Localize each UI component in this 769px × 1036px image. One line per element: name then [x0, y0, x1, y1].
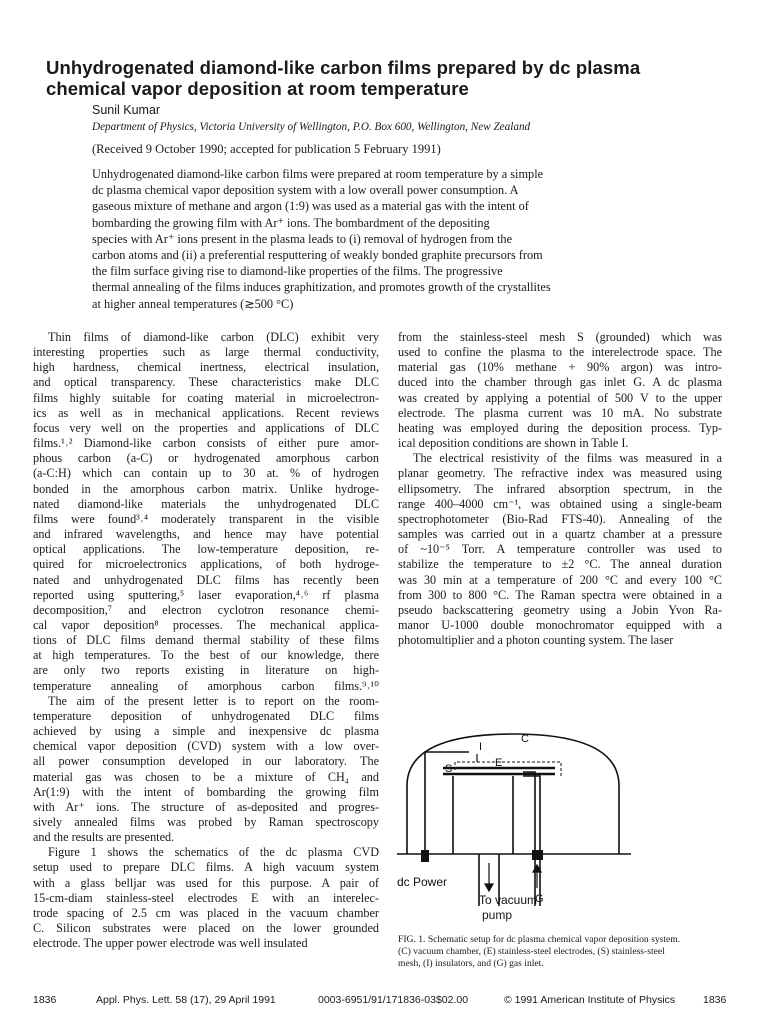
body-line: Ar(1:9) with the intent of bombarding the growing film: [33, 784, 379, 799]
paper-title: [46, 57, 746, 99]
body-line: and optical transparency. These characteristics make DLC: [33, 375, 379, 390]
body-line: chemical vapor deposition (CVD) system with a low over-: [33, 739, 379, 754]
abstract-line: carbon atoms and (ii) a preferential resputtering of weakly bonded graphite precursors from: [92, 248, 543, 263]
body-line: all power consumption developed in our laboratory. The: [33, 754, 379, 769]
body-line: optical applications. The low-temperature deposition, re-: [33, 542, 379, 557]
body-line: interesting properties such as large thermal conductivity,: [33, 345, 379, 360]
footer-journal: Appl. Phys. Lett. 58 (17), 29 April 1991: [96, 994, 276, 1006]
body-column-left: [33, 330, 379, 951]
body-line: ics as well as in mechanical applications. Recent reviews: [33, 405, 379, 420]
body-line: Figure 1 shows the schematics of the dc plasma CVD: [48, 845, 379, 860]
footer-copyright: © 1991 American Institute of Physics: [504, 994, 676, 1006]
stainless-mesh: [455, 762, 561, 778]
body-line: temperature deposition of unhydrogenated DLC films: [33, 708, 379, 723]
body-line: focus very well on the properties and applications of DLC: [33, 420, 379, 435]
abstract-line: Unhydrogenated diamond-like carbon films were prepared at room temperature by a simple: [92, 167, 544, 181]
label-mesh: S: [445, 763, 453, 775]
abstract-line: thermal annealing of the films induces graphitization, and promotes growth of the crystallites: [92, 280, 551, 295]
body-line: with a glass belljar was used for this purpose. A pair of: [33, 875, 379, 890]
body-line: setup used to prepare DLC films. A high vacuum system: [33, 860, 379, 875]
body-line: with Ar⁺ ions. The structure of as-deposited and progres-: [33, 799, 379, 814]
body-line: ical deposition conditions are shown in Table I.: [398, 436, 629, 451]
body-line: The aim of the present letter is to report on the room-: [48, 693, 379, 708]
body-line: pseudo backscattering geometry using a Jobin Yvon Ra-: [398, 602, 722, 617]
body-line: tions of DLC films demand thermal stability of these films: [33, 633, 379, 648]
caption-line: mesh, (I) insulators, and (G) gas inlet.: [398, 958, 544, 969]
caption-line: FIG. 1. Schematic setup for dc plasma chemical vapor deposition system.: [398, 934, 681, 945]
body-line: material gas (10% methane + 90% argon) was intro-: [398, 360, 722, 375]
body-line: samples was carried out in a quartz chamber at a pressure: [398, 527, 722, 542]
caption-line: (C) vacuum chamber, (E) stainless-steel electrodes, (S) stainless-steel: [398, 946, 665, 957]
body-line: decomposition,⁷ and electron cyclotron resonance chemi-: [33, 602, 379, 617]
body-line: spectrophotometer (Bio-Rad FTS-40). Annealing of the: [398, 511, 722, 526]
title-line-2: chemical vapor deposition at room temperature: [46, 78, 469, 99]
abstract-line: gaseous mixture of methane and argon (1:9) was used as a material gas with the intent of: [92, 199, 529, 214]
abstract: [92, 166, 674, 312]
footer-code: 0003-6951/91/171836-03$02.00: [318, 994, 469, 1006]
footer-page-right: 1836: [703, 994, 727, 1006]
label-chamber: C: [521, 733, 529, 745]
footer-page-left: 1836: [33, 994, 57, 1006]
body-line: electrode. The upper power electrode was well insulated: [33, 936, 308, 951]
title-line-1: Unhydrogenated diamond-like carbon films prepared by dc plasma: [46, 57, 641, 78]
body-line: bonded in the amorphous carbon matrix. Unlike hydroge-: [33, 481, 379, 496]
label-electrode: E: [495, 757, 503, 769]
abstract-line: dc plasma chemical vapor deposition system with a low overall power consumption. A: [92, 183, 519, 198]
body-line: films.¹˒² Diamond-like carbon consists of either pure amor-: [33, 436, 379, 451]
body-line: Thin films of diamond-like carbon (DLC) exhibit very: [48, 330, 379, 344]
cvd-schematic-figure: [395, 728, 725, 908]
body-line: phous carbon (a-C) or hydrogenated amorphous carbon: [33, 451, 379, 466]
label-vacuum-pump: pump: [482, 908, 513, 922]
body-line: duced into the chamber through gas inlet G. A dc plasma: [398, 375, 722, 390]
body-line: photomultiplier and a photon counting system. The laser: [398, 633, 674, 648]
abstract-line: bombarding the growing film with Ar⁺ ions. The bombardment of the depositing: [92, 215, 490, 230]
body-line: are only two reports existing in literature on high-: [33, 663, 379, 678]
body-line: reported using sputtering,⁵ laser evaporation,⁴˒⁶ rf plasma: [33, 587, 379, 602]
body-line: from 300 to 800 °C. The Raman spectra were obtained in a: [398, 587, 722, 602]
body-line: sively annealed films was probed by Raman spectroscopy: [33, 815, 379, 829]
label-gas-inlet: G: [535, 893, 544, 905]
body-line: material gas was chosen to be a mixture of CH₄ and: [33, 769, 379, 784]
author-name: Sunil Kumar: [92, 103, 161, 117]
body-line: nated and unhydrogenated DLC films has recently been: [33, 572, 379, 587]
body-column-right: [398, 330, 722, 648]
abstract-line: species with Ar⁺ ions present in the plasma leads to (i) removal of hydrogen from the: [92, 231, 513, 246]
abstract-line: the film surface giving rise to diamond-like properties of the films. The progressive: [92, 264, 503, 279]
body-line: (a-C:H) which can contain up to 30 at. % of hydrogen: [33, 466, 379, 481]
body-line: films were found³˒⁴ moderately transparent in the visible: [33, 511, 379, 526]
body-line: quired for microelectronics applications, of both hydroge-: [33, 557, 379, 572]
received-dates: (Received 9 October 1990; accepted for publication 5 February 1991): [92, 142, 441, 156]
body-line: and infrared wavelengths, and hence may have potential: [33, 527, 379, 542]
figure-caption: [398, 934, 724, 970]
gas-inlet-pipe: [523, 772, 535, 906]
body-line: high hardness, chemical inertness, electrical insulation,: [33, 360, 379, 375]
body-line: C. Silicon substrates were placed on the lower grounded: [33, 921, 379, 936]
body-line: ellipsometry. The infrared absorption spectrum, in the: [398, 481, 722, 496]
body-line: nated diamond-like materials the unhydrogenated DLC: [33, 496, 379, 511]
body-line: cal vapor deposition⁸ processes. The mechanical applica-: [33, 617, 379, 632]
body-line: from the stainless-steel mesh S (grounded) which was: [398, 330, 722, 344]
power-feedthrough: [421, 850, 429, 862]
body-line: range 400–4000 cm⁻¹, was obtained using a single-beam: [398, 496, 722, 511]
body-line: trode spacing of 2.5 cm was placed in the vacuum chamber: [33, 905, 379, 920]
body-line: achieved by using a simple and inexpensive dc plasma: [33, 724, 379, 739]
abstract-line: at higher anneal temperatures (≳500 °C): [92, 296, 294, 311]
label-to-vacuum: To vacuum: [479, 893, 538, 907]
body-line: electrode. The plasma current was 10 mA. No substrate: [398, 405, 722, 420]
author-affiliation: Department of Physics, Victoria University of Wellington, P.O. Box 600, Wellington, New Zealand: [92, 121, 531, 133]
body-line: stabilize the temperature to ±2 °C. The anneal duration: [398, 557, 722, 572]
body-line: planar geometry. The refractive index was measured using: [398, 466, 722, 481]
body-line: and the results are presented.: [33, 830, 175, 845]
body-line: of ~10⁻⁵ Torr. A temperature controller was used to: [398, 542, 722, 557]
gas-feedthrough: [532, 850, 543, 860]
body-line: The electrical resistivity of the films was measured in a: [413, 451, 722, 466]
body-line: heating was employed during the deposition process. Typ-: [398, 420, 722, 435]
body-line: manor U-1000 double monochromator equipped with a: [398, 617, 722, 632]
body-line: at high temperatures. To the best of our knowledge, there: [33, 648, 379, 663]
body-line: used to confine the plasma to the interelectrode space. The: [398, 345, 722, 360]
body-line: films highly suitable for coating material in microelectron-: [33, 390, 379, 405]
label-dc-power: dc Power: [397, 875, 448, 889]
body-line: was 30 min at a temperature of 200 °C and every 100 °C: [398, 572, 722, 587]
body-line: 15-cm-diam stainless-steel electrodes E with an interelec-: [33, 890, 379, 905]
body-line: temperature annealing of amorphous carbon films.⁹˒¹⁰: [33, 678, 379, 693]
label-insulator: I: [479, 741, 483, 753]
body-line: was created by applying a potential of 500 V to the upper: [398, 390, 722, 405]
